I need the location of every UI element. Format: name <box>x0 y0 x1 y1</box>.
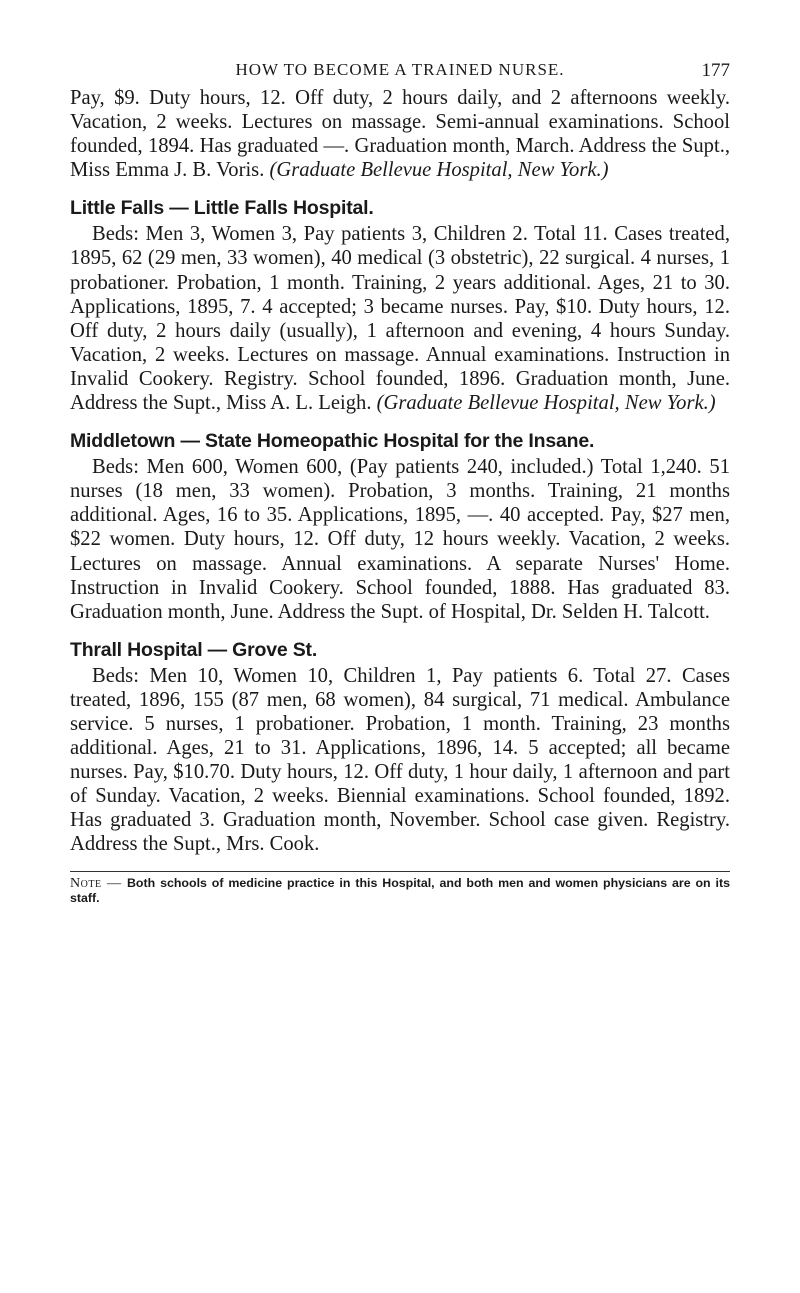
entry-body-middletown <box>70 455 730 624</box>
footnote-text: Both schools of medicine practice in this Hospital, and both men and women physicians are on its staff. <box>70 875 730 905</box>
entry-body-thrall <box>70 664 730 857</box>
intro-text: Pay, $9. Duty hours, 12. Off duty, 2 hours daily, and 2 afternoons weekly. Vacation, 2 weeks. Lectures on massage. Semi-annual examinations. School founded, 1894. Has graduated —. Graduation month, March. Address the Supt., Miss Emma J. B. Voris. <box>70 87 730 182</box>
footnote <box>70 876 730 906</box>
entry-text: Beds: Men 600, Women 600, (Pay patients 240, included.) Total 1,240. 51 nurses (18 men, 33 women). Probation, 3 months. Training, 21 months additional. Ages, 16 to 35. Applications, 1895, —. 40 accepted. Pay, $27 men, $22 women. Duty hours, 12. Off duty, 12 hours weekly. Vacation, 2 weeks. Lectures on massage. Annual examinations. A separate Nurses' Home. Instruction in Invalid Cookery. School founded, 1888. Has graduated 83. Graduation month, June. Address the Supt. of Hospital, Dr. Selden H. Talcott. <box>70 456 730 623</box>
entry-body-little-falls <box>70 222 730 415</box>
entry-text: Beds: Men 3, Women 3, Pay patients 3, Children 2. Total 11. Cases treated, 1895, 62 (29 men, 33 women), 40 medical (3 obstetric), 22 surgical. 4 nurses, 1 probationer. Probation, 1 month. Training, 2 years additional. Ages, 21 to 30. Applications, 1895, 7. 4 accepted; 3 became nurses. Pay, $10. Duty hours, 12. Off duty, 2 hours daily (usually), 1 afternoon and evening, 4 hours Sunday. Vacation, 2 weeks. Lectures on massage. Annual examinations. Instruction in Invalid Cookery. Registry. School founded, 1896. Graduation month, June. Address the Supt., Miss A. L. Leigh. <box>70 223 730 415</box>
entry-heading-middletown: Middletown — State Homeopathic Hospital for the Insane. <box>70 430 595 453</box>
entry-heading-little-falls: Little Falls — Little Falls Hospital. <box>70 197 374 220</box>
entry-text: Beds: Men 10, Women 10, Children 1, Pay patients 6. Total 27. Cases treated, 1896, 155 (87 men, 68 women), 84 surgical, 71 medical. Ambulance service. 5 nurses, 1 probationer. Probation, 1 month. Training, 23 months additional. Ages, 21 to 31. Applications, 1896, 14. 5 accepted; all became nurses. Pay, $10.70. Duty hours, 12. Off duty, 1 hour daily, 1 afternoon and part of Sunday. Vacation, 2 weeks. Biennial examinations. School founded, 1892. Has graduated 3. Graduation month, November. School case given. Registry. Address the Supt., Mrs. Cook. <box>70 664 730 856</box>
running-head <box>70 42 730 81</box>
footnote-rule <box>70 871 730 872</box>
running-title: HOW TO BECOME A TRAINED NURSE. <box>235 60 565 79</box>
page-number: 177 <box>701 60 730 81</box>
intro-paragraph <box>70 86 730 182</box>
entry-italic-note: (Graduate Bellevue Hospital, New York.) <box>376 392 716 415</box>
intro-italic-note: (Graduate Bellevue Hospital, New York.) <box>269 159 609 182</box>
footnote-label: Note — <box>70 875 127 891</box>
book-page <box>70 42 730 906</box>
entry-heading-thrall: Thrall Hospital — Grove St. <box>70 638 318 661</box>
